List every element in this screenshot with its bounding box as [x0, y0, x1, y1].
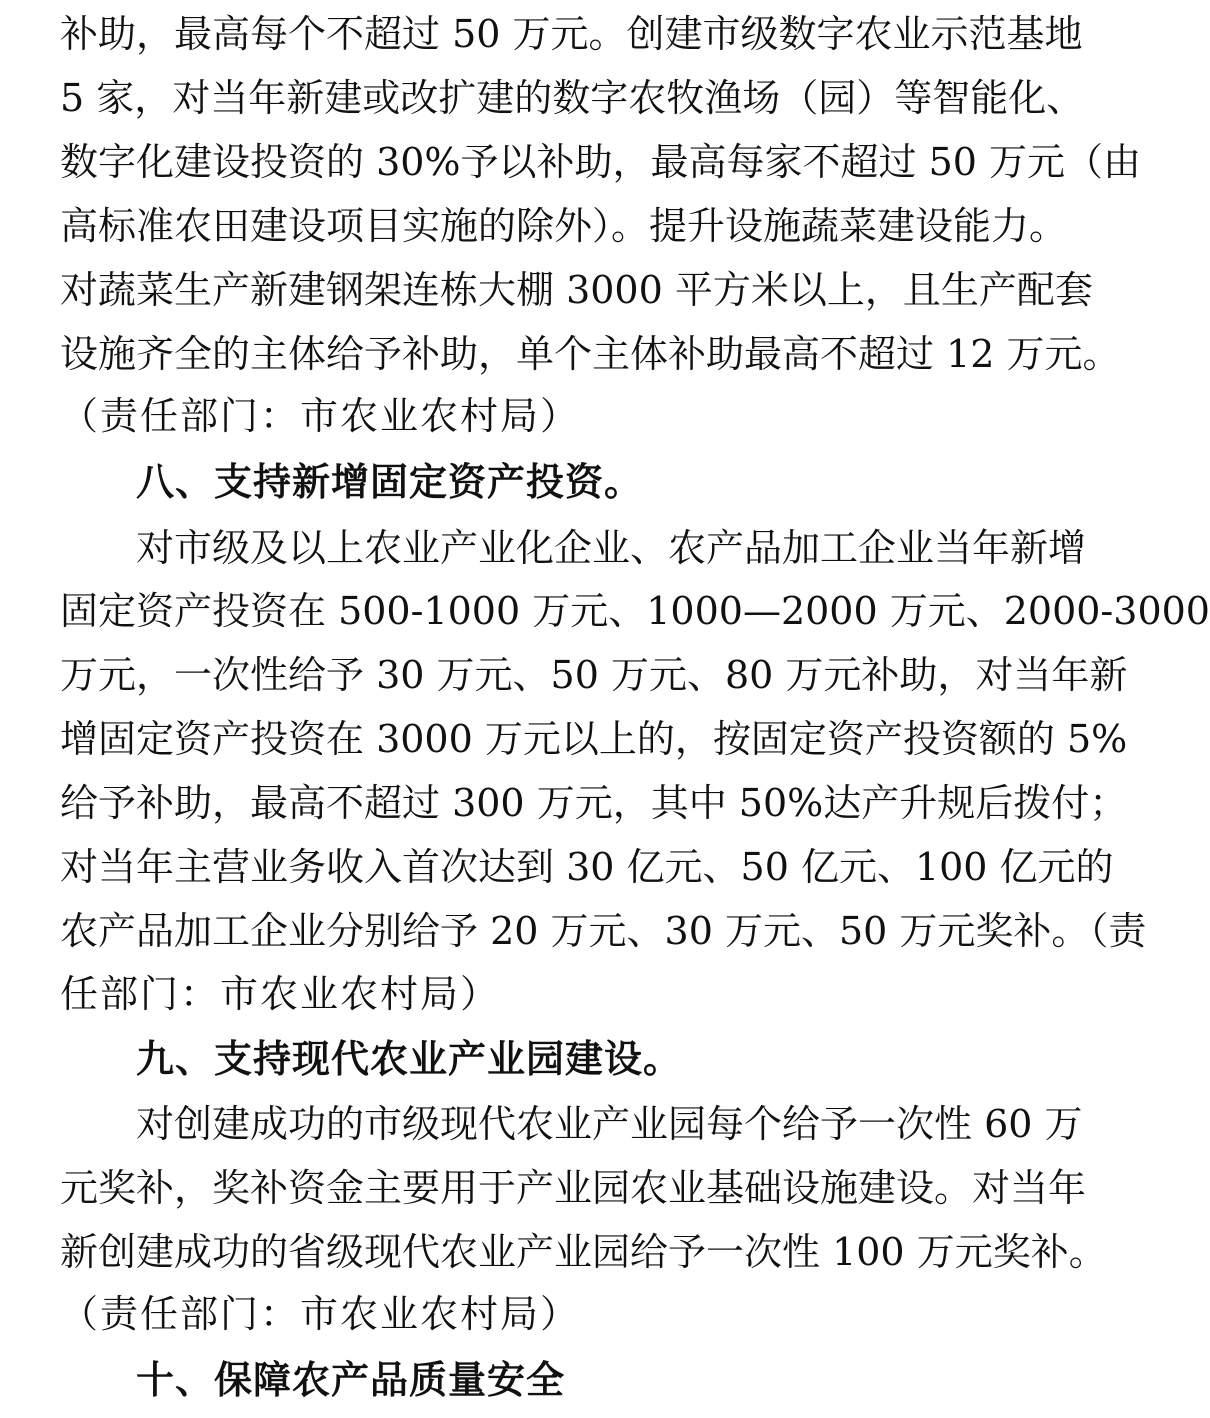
body-text-line: 农产品加工企业分别给予 20 万元、30 万元、50 万元奖补。（责	[60, 909, 1147, 953]
body-text-line: 对蔬菜生产新建钢架连栋大棚 3000 平方米以上，且生产配套	[60, 268, 1093, 312]
body-text-line: 高标准农田建设项目实施的除外）。提升设施蔬菜建设能力。	[60, 204, 1068, 248]
body-text-line: 补助，最高每个不超过 50 万元。创建市级数字农业示范基地	[60, 12, 1083, 56]
body-text-line: 对当年主营业务收入首次达到 30 亿元、50 亿元、100 亿元的	[60, 845, 1114, 889]
body-text-line: 固定资产投资在 500-1000 万元、1000—2000 万元、2000-3000	[60, 589, 1210, 633]
body-text-line: 对创建成功的市级现代农业产业园每个给予一次性 60 万	[136, 1102, 1083, 1146]
section-heading-9: 九、支持现代农业产业园建设。	[136, 1037, 683, 1081]
responsible-department-note: （责任部门：市农业农村局）	[60, 1292, 581, 1336]
body-text-line: 万元，一次性给予 30 万元、50 万元、80 万元补助，对当年新	[60, 653, 1128, 697]
section-heading-10: 十、保障农产品质量安全	[136, 1358, 566, 1402]
responsible-department-note: 任部门：市农业农村局）	[60, 972, 501, 1016]
body-text-line: 对市级及以上农业产业化企业、农产品加工企业当年新增	[136, 526, 1087, 570]
body-text-line: 数字化建设投资的 30%予以补助，最高每家不超过 50 万元（由	[60, 140, 1142, 184]
responsible-department-note: （责任部门：市农业农村局）	[60, 394, 581, 438]
body-text-line: 新创建成功的省级现代农业产业园给予一次性 100 万元奖补。	[60, 1230, 1107, 1274]
body-text-line: 元奖补，奖补资金主要用于产业园农业基础设施建设。对当年	[60, 1166, 1087, 1210]
body-text-line: 给予补助，最高不超过 300 万元，其中 50%达产升规后拨付；	[60, 781, 1128, 825]
body-text-line: 增固定资产投资在 3000 万元以上的，按固定资产投资额的 5%	[60, 717, 1128, 761]
body-text-line: 5 家，对当年新建或改扩建的数字农牧渔场（园）等智能化、	[60, 76, 1085, 120]
body-text-line: 设施齐全的主体给予补助，单个主体补助最高不超过 12 万元。	[60, 332, 1121, 376]
section-heading-8: 八、支持新增固定资产投资。	[136, 460, 644, 504]
